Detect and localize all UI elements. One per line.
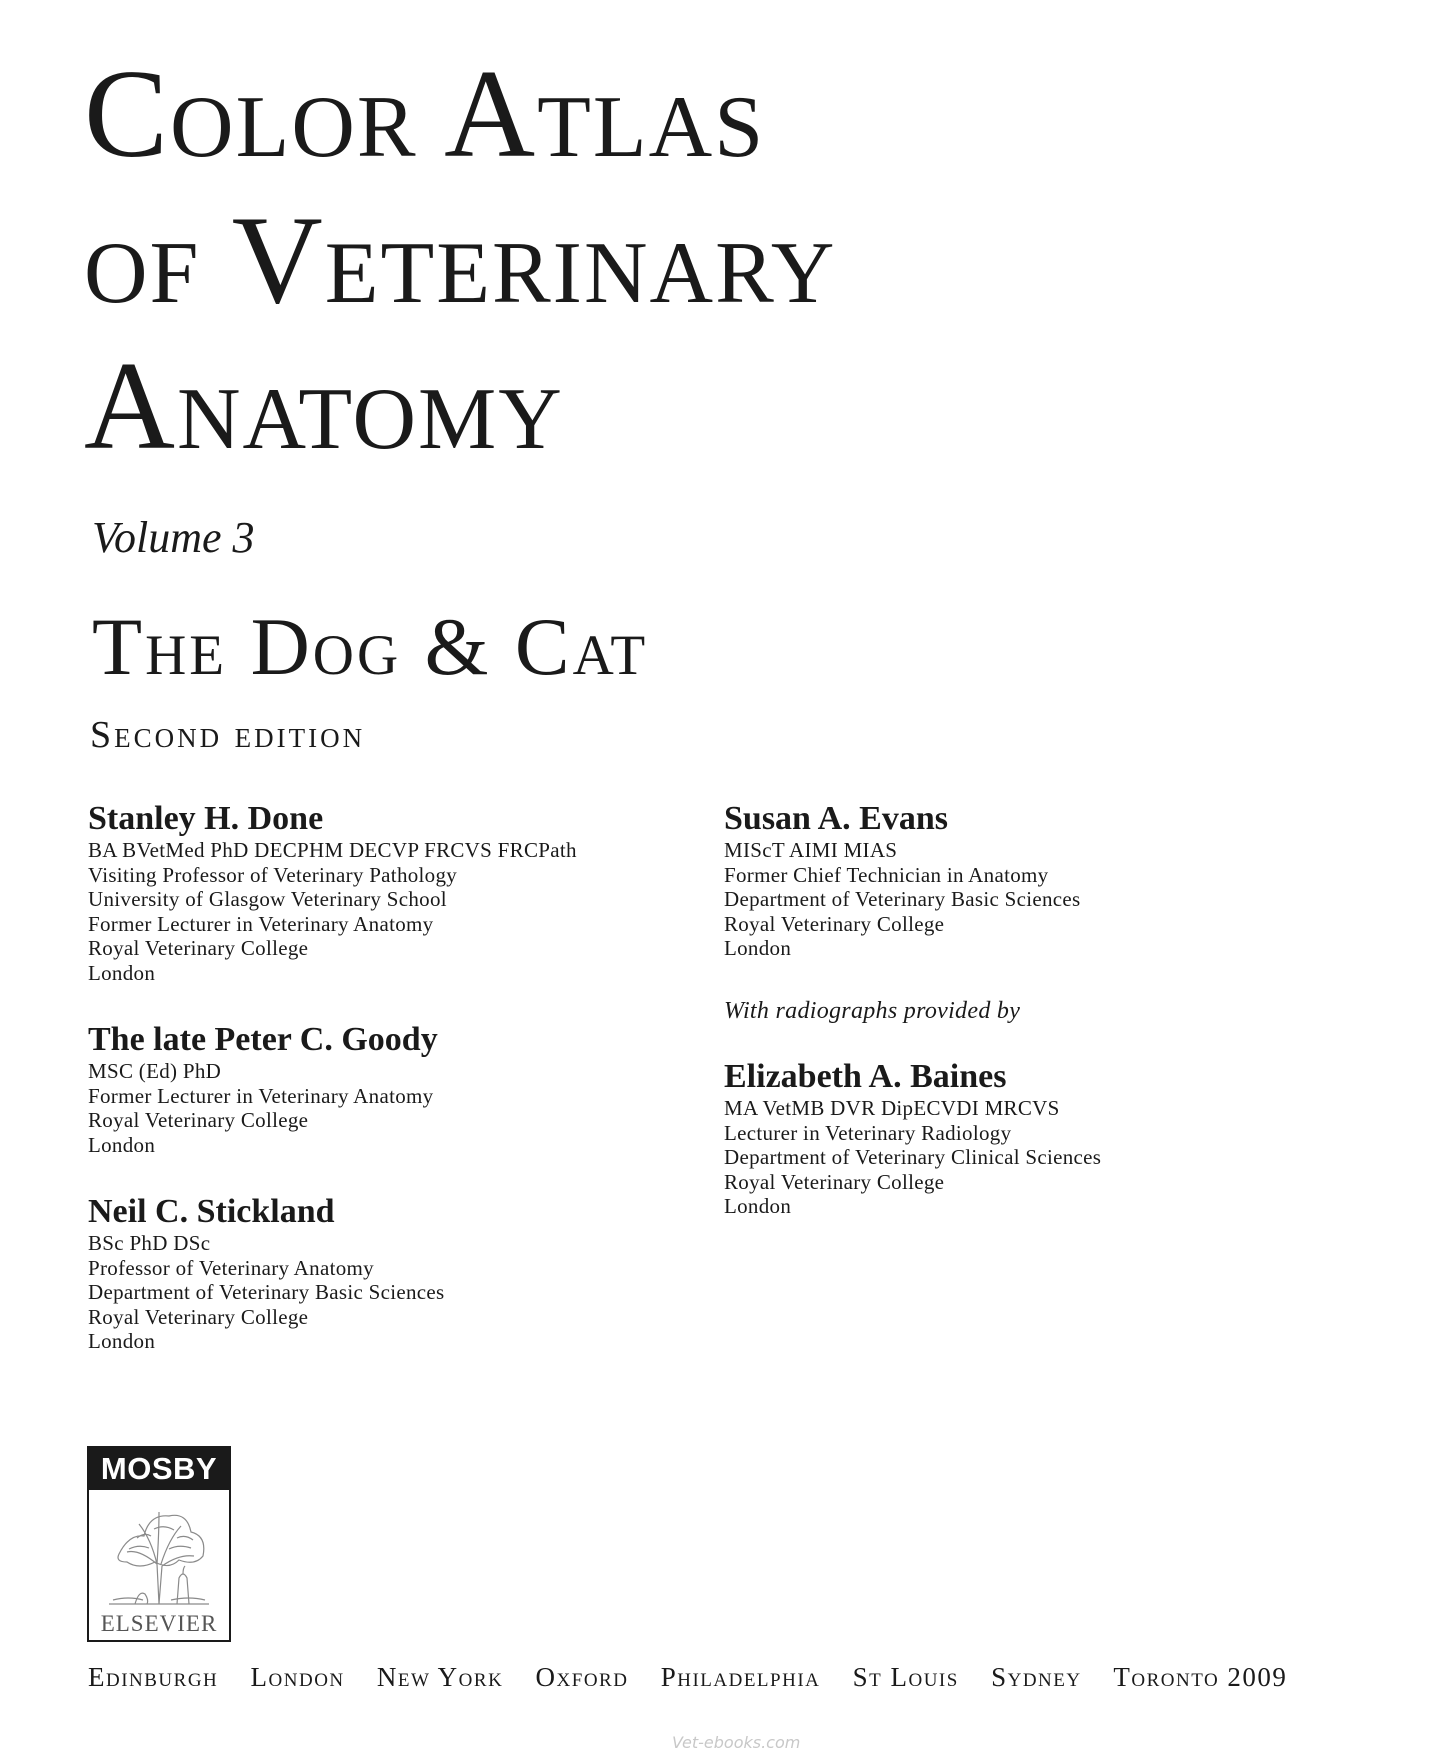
edition-label: Second edition (90, 714, 366, 756)
title-line-2: of Veterinary (84, 191, 837, 330)
author-credentials: BA BVetMed PhD DECPHM DECVP FRCVS FRCPath (88, 838, 577, 862)
publisher-cities (88, 1664, 1287, 1691)
author-name: Neil C. Stickland (88, 1193, 335, 1230)
author-name: Stanley H. Done (88, 800, 324, 837)
author-affiliation: London (88, 1132, 156, 1157)
mosby-wordmark: MOSBY (89, 1448, 229, 1490)
author-credentials: MIScT AIMI MIAS (724, 838, 898, 862)
author-block (88, 1021, 728, 1157)
elsevier-wordmark: ELSEVIER (100, 1611, 218, 1636)
radiographs-credit: With radiographs provided by (724, 998, 1021, 1024)
author-affiliation: Royal Veterinary College (88, 1108, 309, 1133)
author-affiliation: Department of Veterinary Basic Sciences (724, 887, 1081, 912)
author-block (88, 1193, 728, 1354)
author-block (724, 1058, 1364, 1219)
author-affiliation: Royal Veterinary College (724, 911, 945, 936)
author-credentials: MSC (Ed) PhD (88, 1059, 222, 1083)
author-affiliation: Royal Veterinary College (724, 1169, 945, 1194)
city-name: Oxford (535, 1662, 629, 1692)
author-affiliation: London (88, 1329, 156, 1354)
author-affiliation: London (724, 936, 792, 961)
author-affiliation: Former Lecturer in Veterinary Anatomy (88, 911, 434, 936)
author-name: Susan A. Evans (724, 800, 948, 837)
author-block (88, 800, 728, 986)
subtitle: The Dog & Cat (92, 601, 649, 692)
author-affiliation: Former Chief Technician in Anatomy (724, 862, 1049, 887)
author-affiliation: Visiting Professor of Veterinary Pathology (88, 862, 458, 887)
author-name: The late Peter C. Goody (88, 1021, 438, 1058)
author-affiliation: Professor of Veterinary Anatomy (88, 1255, 374, 1280)
city-name: St Louis (852, 1662, 959, 1692)
author-affiliation: Royal Veterinary College (88, 936, 309, 961)
title-line-3: Anatomy (84, 337, 564, 476)
author-affiliation: Former Lecturer in Veterinary Anatomy (88, 1083, 434, 1108)
author-block (724, 800, 1364, 961)
volume-label: Volume 3 (92, 513, 255, 562)
author-affiliation: London (724, 1194, 792, 1219)
site-watermark: Vet-ebooks.com (672, 1733, 801, 1752)
author-affiliation: Royal Veterinary College (88, 1304, 309, 1329)
elsevier-tree-icon (99, 1494, 219, 1612)
city-name: London (250, 1662, 345, 1692)
author-affiliation: London (88, 960, 156, 985)
city-name: Edinburgh (88, 1662, 219, 1692)
author-affiliation: Department of Veterinary Basic Sciences (88, 1280, 445, 1305)
city-name: Sydney (991, 1662, 1082, 1692)
author-affiliation: Department of Veterinary Clinical Sciences (724, 1145, 1102, 1170)
city-name: Philadelphia (660, 1662, 821, 1692)
publisher-logo (87, 1446, 231, 1642)
city-name: New York (376, 1662, 504, 1692)
author-credentials: MA VetMB DVR DipECVDI MRCVS (724, 1096, 1060, 1120)
author-affiliation: University of Glasgow Veterinary School (88, 887, 447, 912)
author-credentials: BSc PhD DSc (88, 1231, 211, 1255)
city-name-and-year: Toronto 2009 (1113, 1662, 1288, 1692)
author-affiliation: Lecturer in Veterinary Radiology (724, 1120, 1012, 1145)
author-name: Elizabeth A. Baines (724, 1058, 1007, 1095)
title-line-1: Color Atlas (84, 45, 766, 184)
